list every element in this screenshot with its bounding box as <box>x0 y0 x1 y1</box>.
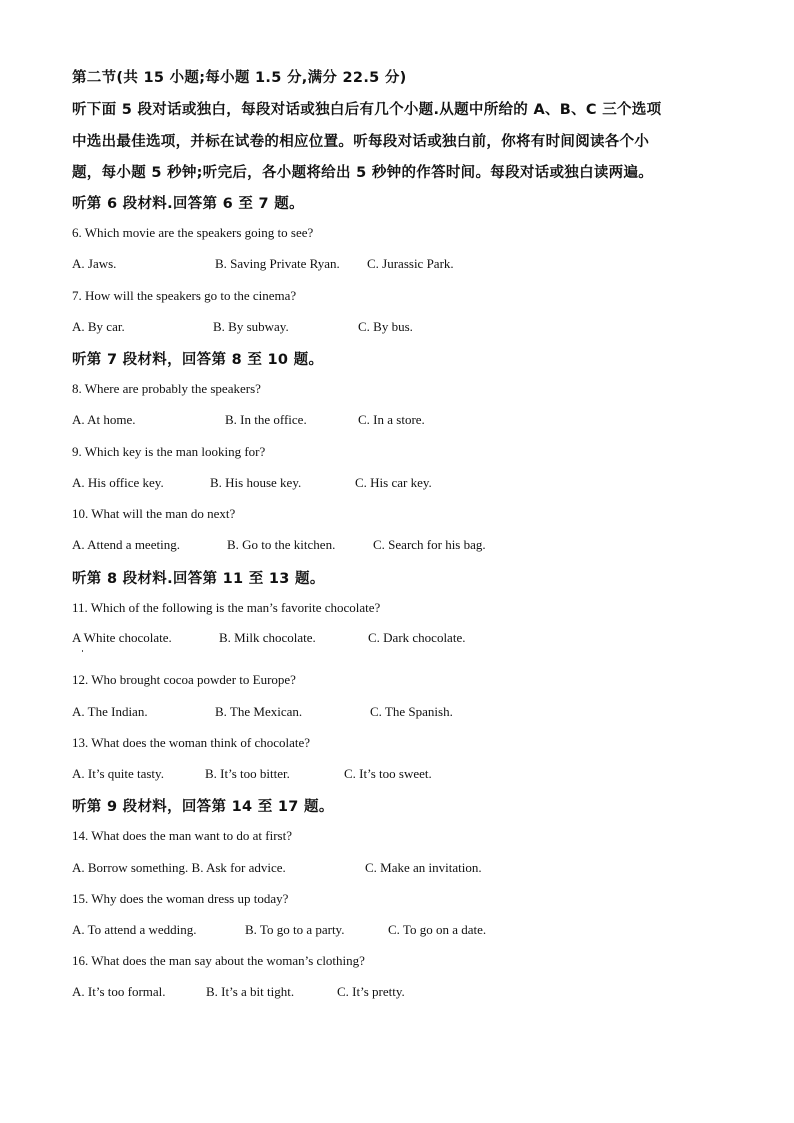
option-c: C. Search for his bag. <box>373 537 486 552</box>
option-a: A. It’s quite tasty. <box>72 766 164 781</box>
instruction-line: 听下面 5 段对话或独白，每段对话或独白后有几个小题.从题中所给的 A、B、C 三个选项 <box>72 102 662 118</box>
option-c: C. It’s pretty. <box>337 984 405 999</box>
option-c: C. His car key. <box>355 475 432 490</box>
group-heading: 听第 9 段材料，回答第 14 至 17 题。 <box>72 799 334 815</box>
option-c: C. The Spanish. <box>370 704 453 719</box>
option-b: B. Milk chocolate. <box>219 630 316 645</box>
option-c: C. In a store. <box>358 412 425 427</box>
option-a: A. Attend a meeting. <box>72 537 180 552</box>
question-stem: 12. Who brought cocoa powder to Europe? <box>72 672 296 687</box>
option-a: A. It’s too formal. <box>72 984 166 999</box>
option-b: B. In the office. <box>225 412 307 427</box>
option-c: C. By bus. <box>358 319 413 334</box>
stray-mark <box>82 650 83 652</box>
group-heading: 听第 7 段材料，回答第 8 至 10 题。 <box>72 352 324 368</box>
question-stem: 7. How will the speakers go to the cinema? <box>72 288 297 303</box>
question-stem: 16. What does the man say about the woman’s clothing? <box>72 953 365 968</box>
section-title: 第二节(共 15 小题;每小题 1.5 分,满分 22.5 分) <box>72 70 407 86</box>
question-stem: 10. What will the man do next? <box>72 506 236 521</box>
option-a: A. At home. <box>72 412 136 427</box>
option-c: C. Make an invitation. <box>365 860 482 875</box>
option-c: C. Dark chocolate. <box>368 630 466 645</box>
option-a: A White chocolate. <box>72 630 172 645</box>
option-b: B. To go to a party. <box>245 922 345 937</box>
option-a: A. Jaws. <box>72 256 117 271</box>
option-c: C. To go on a date. <box>388 922 487 937</box>
option-a: A. Borrow something. B. Ask for advice. <box>72 860 286 875</box>
group-heading: 听第 6 段材料.回答第 6 至 7 题。 <box>72 196 304 212</box>
option-b: B. It’s a bit tight. <box>206 984 295 999</box>
question-stem: 8. Where are probably the speakers? <box>72 381 261 396</box>
option-b: B. His house key. <box>210 475 302 490</box>
option-b: B. The Mexican. <box>215 704 303 719</box>
option-b: B. It’s too bitter. <box>205 766 290 781</box>
option-a: A. By car. <box>72 319 125 334</box>
option-a: A. The Indian. <box>72 704 148 719</box>
question-stem: 6. Which movie are the speakers going to see? <box>72 225 314 240</box>
instruction-line: 题，每小题 5 秒钟;听完后，各小题将给出 5 秒钟的作答时间。每段对话或独白读两遍。 <box>72 165 654 181</box>
question-stem: 14. What does the man want to do at first? <box>72 828 292 843</box>
option-b: B. Saving Private Ryan. <box>215 256 340 271</box>
question-stem: 9. Which key is the man looking for? <box>72 444 266 459</box>
option-a: A. His office key. <box>72 475 164 490</box>
option-c: C. Jurassic Park. <box>367 256 454 271</box>
question-stem: 15. Why does the woman dress up today? <box>72 891 289 906</box>
option-b: B. Go to the kitchen. <box>227 537 336 552</box>
question-stem: 13. What does the woman think of chocolate? <box>72 735 311 750</box>
option-b: B. By subway. <box>213 319 289 334</box>
option-c: C. It’s too sweet. <box>344 766 432 781</box>
question-stem: 11. Which of the following is the man’s favorite chocolate? <box>72 600 381 615</box>
group-heading: 听第 8 段材料.回答第 11 至 13 题。 <box>72 571 325 587</box>
option-a: A. To attend a wedding. <box>72 922 197 937</box>
instruction-line: 中选出最佳选项，并标在试卷的相应位置。听每段对话或独白前，你将有时间阅读各个小 <box>72 134 650 150</box>
